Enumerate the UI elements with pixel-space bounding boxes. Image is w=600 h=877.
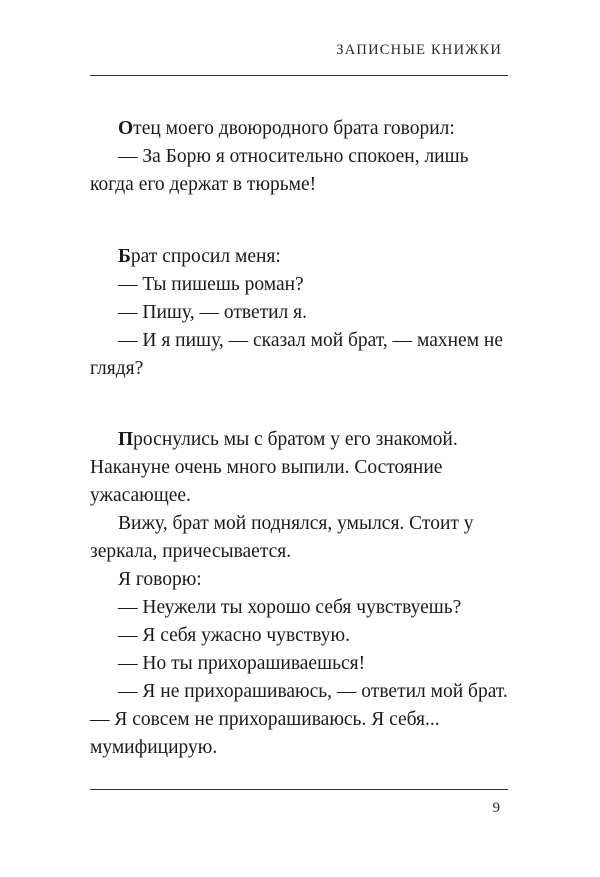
paragraph-text: — За Борю я относительно спокоен, лишь когда его держат в тюрьме! (90, 146, 469, 195)
paragraph-text: — Я себя ужасно чувствую. (118, 625, 350, 646)
page-number: 9 (492, 800, 500, 816)
paragraph-text: — И я пишу, — сказал мой брат, — махнем не глядя? (90, 330, 504, 379)
paragraph (90, 143, 508, 199)
story-2 (90, 243, 508, 383)
paragraph (90, 243, 508, 271)
paragraph (90, 510, 508, 566)
paragraph-text: роснулись мы с братом у его знакомой. Накануне очень много выпили. Состояние ужасающее. (90, 429, 458, 506)
header-rule (90, 75, 508, 76)
paragraph (90, 271, 508, 299)
paragraph-text: Я говорю: (118, 569, 202, 590)
paragraph (90, 115, 508, 143)
running-title: ЗАПИСНЫЕ КНИЖКИ (336, 42, 502, 58)
paragraph-text: тец моего двоюродного брата говорил: (133, 118, 455, 139)
paragraph (90, 299, 508, 327)
paragraph-initial: П (118, 429, 134, 450)
footer-rule (90, 789, 508, 790)
paragraph-text: — Ты пишешь роман? (118, 274, 304, 295)
paragraph-text: — Я не прихорашиваюсь, — ответил мой брат. — Я совсем не прихорашиваюсь. Я себя... мумифицирую. (90, 681, 508, 758)
paragraph (90, 327, 508, 383)
paragraph-text: — Пишу, — ответил я. (118, 302, 308, 323)
paragraph-initial: О (118, 118, 134, 139)
paragraph (90, 650, 508, 678)
paragraph-text: рат спросил меня: (130, 246, 281, 267)
paragraph (90, 622, 508, 650)
paragraph-text: — Неужели ты хорошо себя чувствуешь? (118, 597, 462, 618)
paragraph (90, 594, 508, 622)
paragraph (90, 678, 508, 762)
paragraph-text: — Но ты прихорашиваешься! (118, 653, 366, 674)
story-1 (90, 115, 508, 199)
paragraph (90, 426, 508, 510)
paragraph-text: Вижу, брат мой поднялся, умылся. Стоит у зеркала, причесывается. (90, 513, 474, 562)
story-3 (90, 426, 508, 762)
paragraph-initial: Б (118, 246, 131, 267)
paragraph (90, 566, 508, 594)
